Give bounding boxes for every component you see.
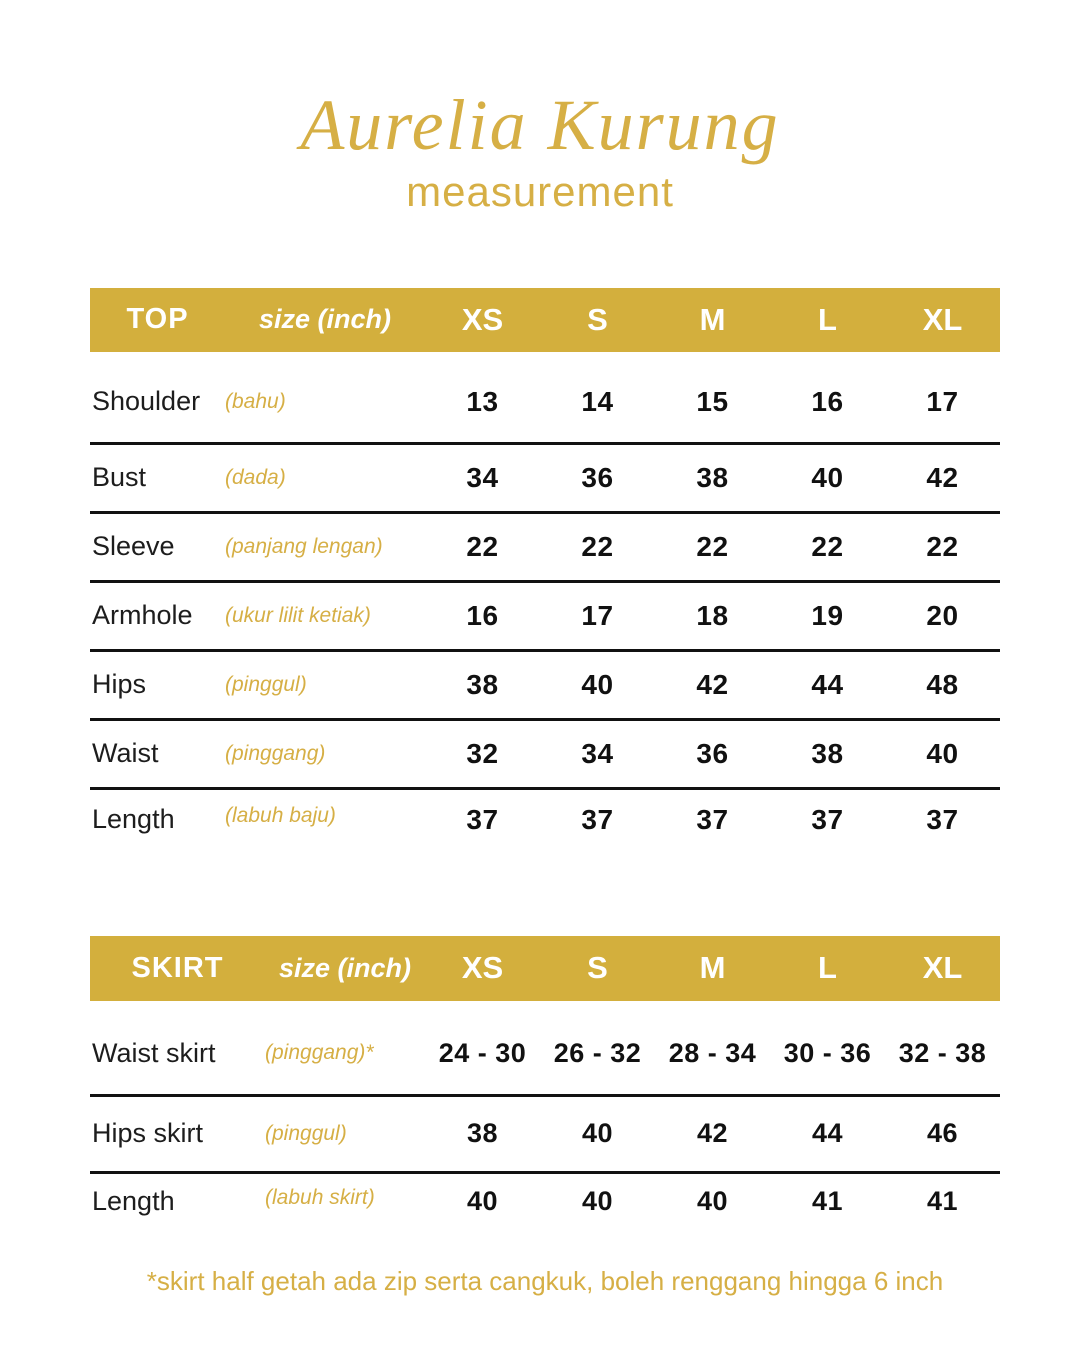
value-cell: 38 <box>466 668 499 700</box>
column-header-s: S <box>587 301 608 337</box>
row-sublabel: (pinggang) <box>225 741 326 765</box>
row-label: Waist <box>92 738 159 769</box>
value-cell: 40 <box>581 1185 614 1216</box>
value-cell: 42 <box>926 461 959 493</box>
row-sublabel: (bahu) <box>225 389 286 413</box>
table-row <box>90 652 1000 721</box>
value-cell: 22 <box>811 530 844 562</box>
table-row <box>90 514 1000 583</box>
table-row <box>90 352 1000 445</box>
value-cell: 36 <box>696 737 729 769</box>
value-cell: 32 - 38 <box>898 1037 987 1068</box>
value-cell: 38 <box>696 461 729 493</box>
value-cell: 41 <box>811 1185 844 1216</box>
table-row <box>90 445 1000 514</box>
column-header-xl: XL <box>922 301 963 337</box>
column-header-xs: XS <box>461 950 504 986</box>
value-cell: 37 <box>696 803 729 835</box>
page-subtitle: measurement <box>406 167 674 215</box>
value-cell: 40 <box>811 461 844 493</box>
page-title: Aurelia Kurung <box>300 85 780 165</box>
value-cell: 36 <box>581 461 614 493</box>
value-cell: 38 <box>466 1118 499 1149</box>
row-sublabel: (pinggul) <box>225 672 307 696</box>
skirt-table-title: SKIRT <box>131 951 224 984</box>
column-header-l: L <box>818 950 837 986</box>
value-cell: 19 <box>811 599 844 631</box>
value-cell: 22 <box>926 530 959 562</box>
value-cell: 13 <box>466 385 499 417</box>
value-cell: 48 <box>926 668 959 700</box>
row-sublabel: (pinggul) <box>265 1121 347 1145</box>
value-cell: 40 <box>581 668 614 700</box>
value-cell: 41 <box>926 1185 959 1216</box>
table-row <box>90 721 1000 790</box>
size-unit-label: size (inch) <box>258 304 392 335</box>
value-cell: 17 <box>926 385 959 417</box>
value-cell: 15 <box>696 385 729 417</box>
row-label: Waist skirt <box>92 1037 216 1068</box>
value-cell: 46 <box>926 1118 959 1149</box>
value-cell: 40 <box>696 1185 729 1216</box>
page-header <box>0 0 1080 216</box>
table-row <box>90 583 1000 652</box>
value-cell: 38 <box>811 737 844 769</box>
table-row <box>90 1174 1000 1244</box>
table-row <box>90 790 1000 870</box>
value-cell: 18 <box>696 599 729 631</box>
value-cell: 37 <box>811 803 844 835</box>
value-cell: 40 <box>581 1118 614 1149</box>
value-cell: 17 <box>581 599 614 631</box>
value-cell: 37 <box>926 803 959 835</box>
value-cell: 14 <box>581 385 614 417</box>
value-cell: 44 <box>811 668 844 700</box>
top-measurement-table <box>90 288 1000 870</box>
row-label: Armhole <box>92 600 193 631</box>
value-cell: 44 <box>811 1118 844 1149</box>
value-cell: 22 <box>466 530 499 562</box>
value-cell: 30 - 36 <box>783 1037 872 1068</box>
value-cell: 26 - 32 <box>553 1037 642 1068</box>
column-header-xs: XS <box>461 301 504 337</box>
column-header-m: M <box>699 301 726 337</box>
skirt-footnote: *skirt half getah ada zip serta cangkuk, boleh renggang hingga 6 inch <box>146 1265 944 1296</box>
row-label: Bust <box>92 462 147 493</box>
table-row <box>90 1097 1000 1174</box>
row-sublabel: (pinggang)* <box>265 1041 374 1065</box>
value-cell: 16 <box>811 385 844 417</box>
value-cell: 16 <box>466 599 499 631</box>
value-cell: 34 <box>466 461 499 493</box>
skirt-measurement-table <box>90 936 1000 1244</box>
table-row <box>90 1001 1000 1097</box>
row-sublabel: (labuh skirt) <box>265 1185 375 1209</box>
value-cell: 22 <box>581 530 614 562</box>
value-cell: 32 <box>466 737 499 769</box>
column-header-l: L <box>818 301 837 337</box>
column-header-s: S <box>587 950 608 986</box>
row-label: Sleeve <box>92 531 175 562</box>
column-header-m: M <box>699 950 726 986</box>
size-unit-label: size (inch) <box>278 952 412 983</box>
row-label: Length <box>92 1185 175 1216</box>
row-sublabel: (dada) <box>225 465 286 489</box>
value-cell: 34 <box>581 737 614 769</box>
value-cell: 42 <box>696 668 729 700</box>
skirt-table-header-band <box>90 936 1000 1001</box>
value-cell: 22 <box>696 530 729 562</box>
row-label: Hips <box>92 669 147 700</box>
top-table-header-band <box>90 288 1000 352</box>
value-cell: 42 <box>696 1118 729 1149</box>
value-cell: 37 <box>466 803 499 835</box>
value-cell: 24 - 30 <box>438 1037 527 1068</box>
value-cell: 28 - 34 <box>668 1037 757 1068</box>
column-header-xl: XL <box>922 950 963 986</box>
value-cell: 37 <box>581 803 614 835</box>
row-label: Shoulder <box>92 386 201 417</box>
value-cell: 40 <box>926 737 959 769</box>
value-cell: 20 <box>926 599 959 631</box>
top-table-title: TOP <box>126 303 189 336</box>
row-sublabel: (ukur lilit ketiak) <box>225 603 371 627</box>
row-sublabel: (labuh baju) <box>225 803 336 827</box>
row-sublabel: (panjang lengan) <box>225 534 383 558</box>
value-cell: 40 <box>466 1185 499 1216</box>
row-label: Hips skirt <box>92 1118 204 1149</box>
row-label: Length <box>92 803 175 834</box>
